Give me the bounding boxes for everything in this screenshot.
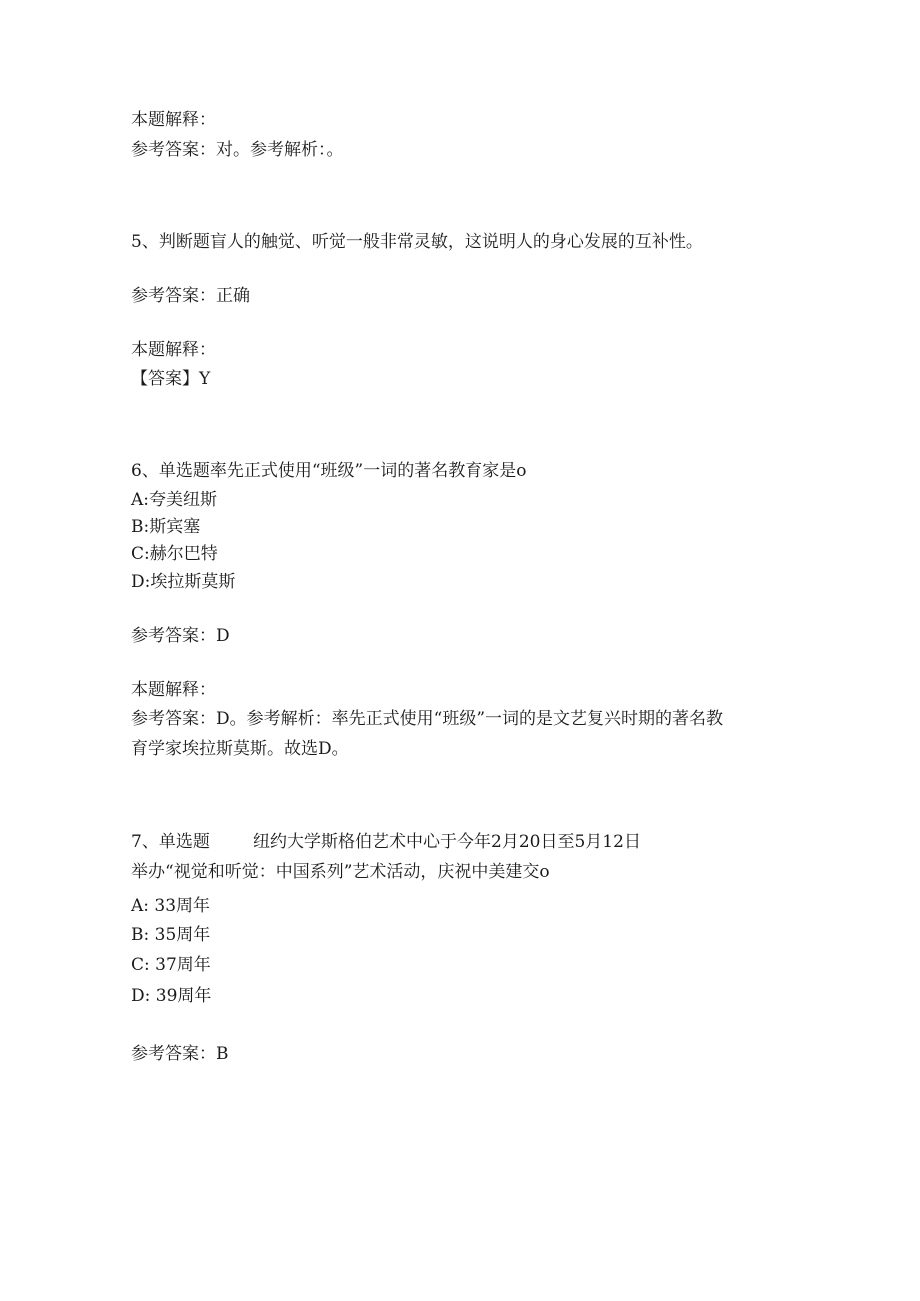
q5-explanation-text: 【答案】Y [131, 369, 211, 389]
q5-answer: 参考答案：正确 [131, 286, 250, 306]
q6-option-b: B:斯宾塞 [131, 517, 201, 537]
q7-question-line-1: 7、单选题 纽约大学斯格伯艺术中心于今年2月20日至5月12日 [131, 832, 641, 852]
q7-option-b: B: 35周年 [131, 925, 211, 945]
q7-question-line-2: 举办“视觉和听觉：中国系列”艺术活动，庆祝中美建交o [131, 862, 550, 882]
q6-option-c: C:赫尔巴特 [131, 544, 218, 564]
q7-option-c: C: 37周年 [131, 955, 211, 975]
q7-answer: 参考答案：B [131, 1044, 229, 1064]
q5-explanation-label: 本题解释： [131, 340, 216, 360]
q5-question: 5、判断题盲人的触觉、听觉一般非常灵敏，这说明人的身心发展的互补性。 [131, 232, 703, 252]
q6-option-d: D:埃拉斯莫斯 [131, 572, 236, 592]
q4-explanation-text: 参考答案：对。参考解析：。 [131, 140, 344, 160]
q6-question: 6、单选题率先正式使用“班级”一词的著名教育家是o [131, 461, 527, 481]
q7-option-a: A: 33周年 [131, 896, 211, 916]
q6-option-a: A:夸美纽斯 [131, 490, 218, 510]
q4-explanation-label: 本题解释： [131, 110, 216, 130]
q6-answer: 参考答案：D [131, 626, 230, 646]
q6-explanation-label: 本题解释： [131, 680, 216, 700]
q6-explanation-line-2: 育学家埃拉斯莫斯。故选D。 [131, 739, 349, 759]
q7-option-d: D: 39周年 [131, 986, 212, 1006]
q6-explanation-line-1: 参考答案：D。参考解析：率先正式使用“班级”一词的是文艺复兴时期的著名教 [131, 709, 724, 729]
